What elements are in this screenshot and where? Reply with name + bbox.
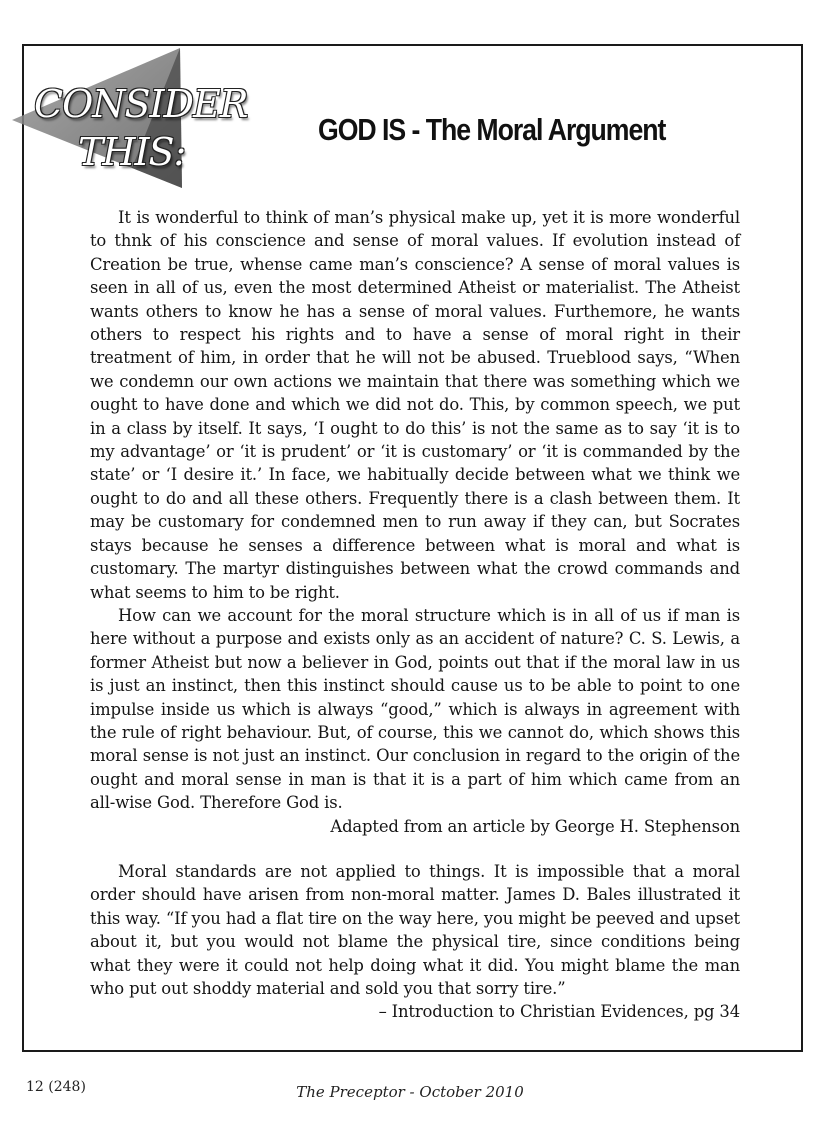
attribution-bales: – Introduction to Christian Evidences, pg 34 [378,1002,740,1022]
attribution-stephenson: Adapted from an article by George H. Stephenson [330,816,740,836]
publication-footer: The Preceptor - October 2010 [296,1083,524,1101]
logo-text-consider: CONSIDER [34,82,248,126]
paragraph-spacer [90,838,740,860]
body-paragraph-1: It is wonderful to think of man’s physical make up, yet it is more wonderful to thnk of his conscience and sense of moral values. If evolution instead of Creation be true, whense came man’s conscience? A sense of moral values is seen in all of us, even the most determined Atheist or materialist. The Atheist wants others to know he has a sense of moral values. Furthemore, he wants others to respect his rights and to have a sense of moral right in their treatment of him, in order that he will not be abused. Trueblood says, “When we condemn our own actions we maintain that there was something which we ought to have done and which we did not do. This, by common speech, we put in a class by itself. It says, ‘I ought to do this’ is not the same as to say ‘it is to my advantage’ or ‘it is prudent’ or ‘it is customary’ or ‘it is commanded by the state’ or ‘I desire it.’ In face, we habitually decide between what we think we ought to do and all these others. Frequently there is a clash between them. It may be customary for condemned men to run away if they can, but Socrates stays because he senses a difference between what is moral and what is customary. The martyr distinguishes between what the crowd commands and what seems to him to be right. [90,208,740,602]
article-headline: GOD IS - The Moral Argument [318,112,666,147]
page-number: 12 (248) [26,1079,86,1095]
logo-text-this: THIS: [78,130,186,174]
body-paragraph-3: Moral standards are not applied to things. It is impossible that a moral order should have arisen from non-moral matter. James D. Bales illustrated it this way. “If you had a flat tire on the way here, you might be peeved and upset about it, but you would not blame the physical tire, since conditions being what they were it could not help doing what it did. You might blame the man who put out shoddy material and sold you that sorry tire.” [90,861,740,998]
body-paragraph-2: How can we account for the moral structure which is in all of us if man is here without a purpose and exists only as an accident of nature? C. S. Lewis, a former Atheist but now a believer in God, points out that if the moral law in us is just an instinct, then this instinct should cause us to be able to point to one impulse inside us which is always “good,” which is always in agreement with the rule of right behaviour. But, of course, this we cannot do, which shows this moral sense is not just an instinct. Our conclusion in regard to the origin of the ought and moral sense in man is that it is a part of him which came from an all-wise God. Therefore God is. [90,605,740,813]
article-body [90,206,740,1024]
